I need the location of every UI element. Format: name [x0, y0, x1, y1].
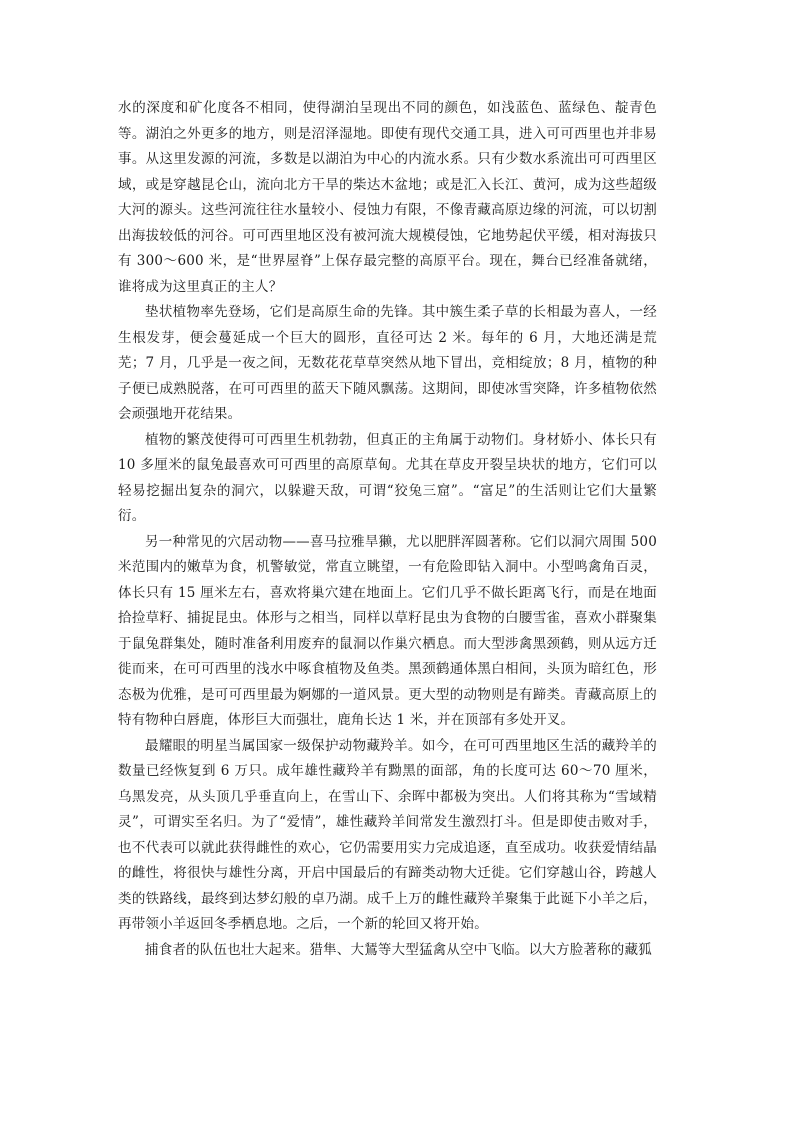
paragraph-cushion-plants: 垫状植物率先登场，它们是高原生命的先锋。其中簇生柔子草的长相最为喜人，一经生根发芽，便会蔓延成一个巨大的圆形，直径可达 2 米。每年的 6 月，大地还满是荒芜；7 月，几乎是一夜之间，无数花花草草突然从地下冒出，竞相绽放；8 月，植物的种子便已成熟脱落，在可可西里的蓝天下随风飘荡。这期间，即使冰雪突降，许多植物依然会顽强地开花结果。: [118, 304, 657, 422]
paragraph-predators: 捕食者的队伍也壮大起来。猎隼、大鵟等大型猛禽从空中飞临。以大方脸著称的藏狐: [145, 941, 652, 958]
paragraph-burrowing-animals: 另一种常见的穴居动物——喜马拉雅旱獭，尤以肥胖浑圆著称。它们以洞穴周围 500 米范围内的嫩草为食，机警敏觉，常直立眺望，一有危险即钻入洞中。小型鸣禽角百灵，体长只有 15 厘米左右，喜欢将巢穴建在地面上。它们几乎不做长距离飞行，而是在地面拾捡草籽、捕捉昆虫。体形与之相当，同样以草籽昆虫为食物的白腰雪雀，喜欢小群聚集于鼠兔群集处，随时准备利用废弃的鼠洞以作巢穴栖息。而大型涉禽黑颈鹤，则从远方迁徙而来，在可可西里的浅水中啄食植物及鱼类。黑颈鹤通体黑白相间，头顶为暗红色，形态极为优雅，是可可西里最为婀娜的一道风景。更大型的动物则是有蹄类。青藏高原上的特有物种白唇鹿，体形巨大而强壮，鹿角长达 1 米，并在顶部有多处开叉。: [118, 533, 657, 728]
article-body: [118, 96, 657, 963]
paragraph-tibetan-antelope: 最耀眼的明星当属国家一级保护动物藏羚羊。如今，在可可西里地区生活的藏羚羊的数量已经恢复到 6 万只。成年雄性藏羚羊有黝黑的面部，角的长度可达 60～70 厘米，乌黑发亮，从头顶几乎垂直向上，在雪山下、余晖中都极为突出。人们将其称为“雪域精灵”，可谓实至名归。为了“爱情”，雄性藏羚羊间常发生激烈打斗。但是即使击败对手，也不代表可以就此获得雌性的欢心，它仍需要用实力完成追逐，直至成功。收获爱情结晶的雌性，将很快与雄性分离，开启中国最后的有蹄类动物大迁徙。它们穿越山谷，跨越人类的铁路线，最终到达梦幻般的卓乃湖。成千上万的雌性藏羚羊聚集于此诞下小羊之后，再带领小羊返回冬季栖息地。之后，一个新的轮回又将开始。: [118, 737, 657, 932]
paragraph-lakes-and-rivers: 水的深度和矿化度各不相同，使得湖泊呈现出不同的颜色，如浅蓝色、蓝绿色、靛青色等。湖泊之外更多的地方，则是沼泽湿地。即使有现代交通工具，进入可可西里也并非易事。从这里发源的河流，多数是以湖泊为中心的内流水系。只有少数水系流出可可西里区域，或是穿越昆仑山，流向北方干旱的柴达木盆地；或是汇入长江、黄河，成为这些超级大河的源头。这些河流往往水量较小、侵蚀力有限，不像青藏高原边缘的河流，可以切割出海拔较低的河谷。可可西里地区没有被河流大规模侵蚀，它地势起伏平缓，相对海拔只有 300～600 米，是“世界屋脊”上保存最完整的高原平台。现在，舞台已经准备就绪，谁将成为这里真正的主人？: [118, 100, 657, 295]
paragraph-pika: 植物的繁茂使得可可西里生机勃勃，但真正的主角属于动物们。身材娇小、体长只有 10 多厘米的鼠兔最喜欢可可西里的高原草甸。尤其在草皮开裂呈块状的地方，它们可以轻易挖掘出复杂的洞穴，以躲避天敌，可谓“狡兔三窟”。“富足”的生活则让它们大量繁衍。: [118, 431, 657, 524]
